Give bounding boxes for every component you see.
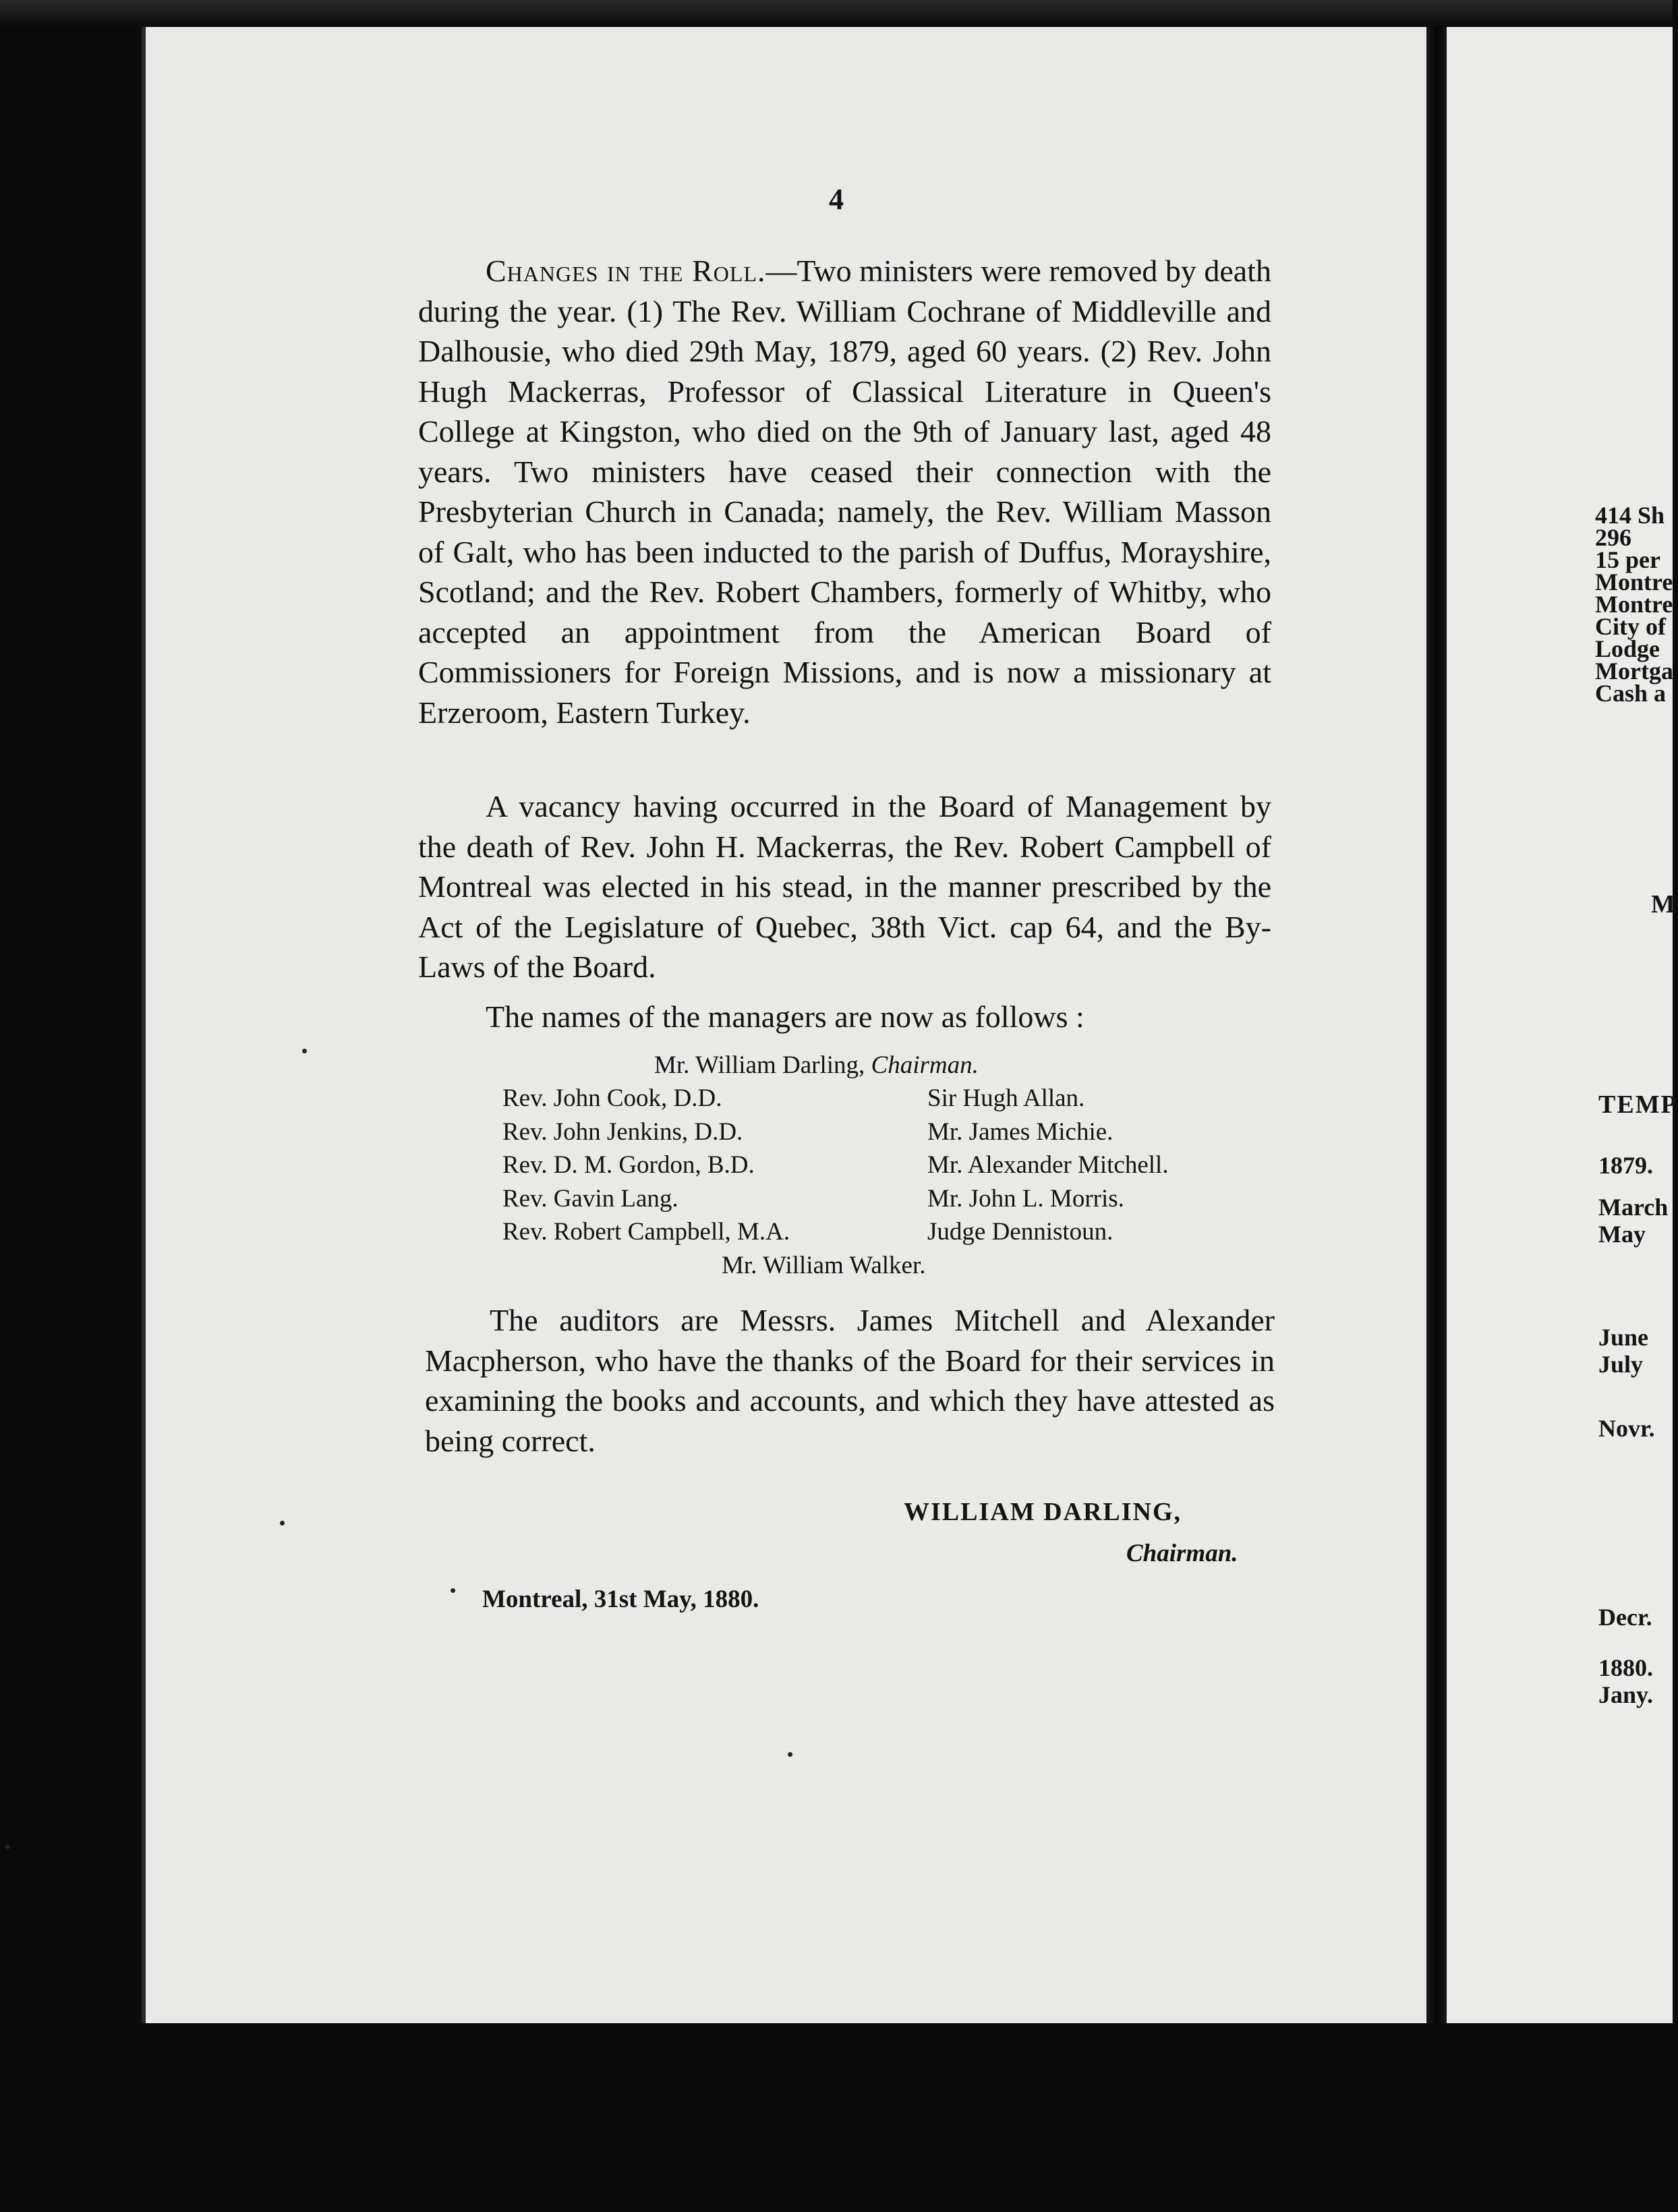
manager-item: Mr. Alexander Mitchell.	[927, 1151, 1169, 1179]
manager-last: Mr. William Walker.	[722, 1252, 926, 1279]
signature-title: Chairman.	[1126, 1540, 1238, 1567]
place-and-date: Montreal, 31st May, 1880.	[482, 1585, 759, 1613]
right-list-item: City of	[1595, 613, 1666, 640]
manager-item: Rev. John Cook, D.D.	[502, 1084, 722, 1112]
managers-intro: The names of the managers are now as follows :	[486, 999, 1084, 1034]
manager-item: Rev. D. M. Gordon, B.D.	[502, 1151, 755, 1179]
right-page-heading-temp: TEMP	[1598, 1090, 1678, 1119]
manager-item: Judge Dennistoun.	[927, 1218, 1113, 1246]
month-label: March	[1598, 1194, 1669, 1221]
month-label: July	[1598, 1351, 1644, 1378]
manager-item: Rev. Gavin Lang.	[502, 1184, 678, 1213]
right-list-item: Mortga	[1595, 658, 1673, 685]
manager-item: Rev. Robert Campbell, M.A.	[502, 1218, 790, 1246]
month-label: June	[1598, 1324, 1649, 1351]
right-list-item: Montre	[1595, 569, 1673, 595]
month-label: May	[1598, 1221, 1646, 1248]
month-label: 1879.	[1598, 1152, 1653, 1179]
managers-right-column	[927, 1082, 1169, 1249]
speck	[302, 1049, 307, 1053]
right-page	[1447, 27, 1673, 2023]
manager-item: Sir Hugh Allan.	[927, 1084, 1085, 1112]
right-page-heading-m: M	[1651, 890, 1675, 919]
right-list-item: Lodge	[1595, 635, 1660, 662]
speck	[451, 1588, 455, 1593]
manager-item: Mr. John L. Morris.	[927, 1184, 1124, 1213]
right-page-list	[1595, 504, 1673, 705]
top-scan-edge	[0, 0, 1673, 27]
speck	[280, 1521, 285, 1525]
month-label: Jany.	[1598, 1681, 1654, 1708]
chairman-name: Mr. William Darling,	[654, 1051, 865, 1079]
signature-name: WILLIAM DARLING,	[904, 1498, 1182, 1526]
page-number: 4	[829, 183, 844, 216]
month-label: 1880.	[1598, 1654, 1653, 1681]
bottom-scan-edge	[0, 2023, 1673, 2212]
changes-heading: Changes in the Roll.	[486, 254, 766, 288]
vacancy-paragraph: A vacancy having occurred in the Board of Management by the death of Rev. John H. Mackerras, the Rev. Robert Campbell of Montreal was elected in his stead, in the manner prescribed by the Act of the Legislature of Quebec, 38th Vict. cap 64, and the By-Laws of the Board.	[418, 789, 1271, 984]
manager-chairman	[654, 1049, 979, 1082]
right-list-item: Cash a	[1595, 680, 1667, 707]
right-list-item: 15 per	[1595, 546, 1660, 573]
managers-left-column	[502, 1082, 790, 1249]
auditors-paragraph: The auditors are Messrs. James Mitchell and Alexander Macpherson, who have the thanks of the Board for their services in examining the books and accounts, and which they have attested as being correct.	[425, 1303, 1275, 1458]
month-label: Novr.	[1598, 1415, 1655, 1442]
chairman-title: Chairman.	[871, 1051, 979, 1079]
month-label: Decr.	[1598, 1604, 1652, 1631]
book-spine	[1426, 27, 1447, 2050]
manager-item: Rev. John Jenkins, D.D.	[502, 1117, 743, 1146]
speck	[788, 1752, 792, 1757]
changes-in-roll-paragraph	[418, 251, 1271, 732]
right-list-item: 414 Sh	[1595, 502, 1665, 529]
changes-body: —Two ministers were removed by death during the year. (1) The Rev. William Cochrane of Middleville and Dalhousie, who died 29th May, 1879, aged 60 years. (2) Rev. John Hugh Mackerras, Professor of Classical Literature in Queen's College at Kingston, who died on the 9th of January last, aged 48 years. Two ministers have ceased their connection with the Presbyterian Church in Canada; namely, the Rev. William Masson of Galt, who has been inducted to the parish of Duffus, Morayshire, Scotland; and the Rev. Robert Chambers, formerly of Whitby, who accepted an appointment from the American Board of Commissioners for Foreign Missions, and is now a missionary at Erzeroom, Eastern Turkey.	[418, 254, 1271, 730]
right-list-item: 296	[1595, 524, 1631, 551]
manager-item: Mr. James Michie.	[927, 1117, 1113, 1146]
right-list-item: Montre	[1595, 591, 1673, 618]
speck	[5, 1844, 10, 1849]
